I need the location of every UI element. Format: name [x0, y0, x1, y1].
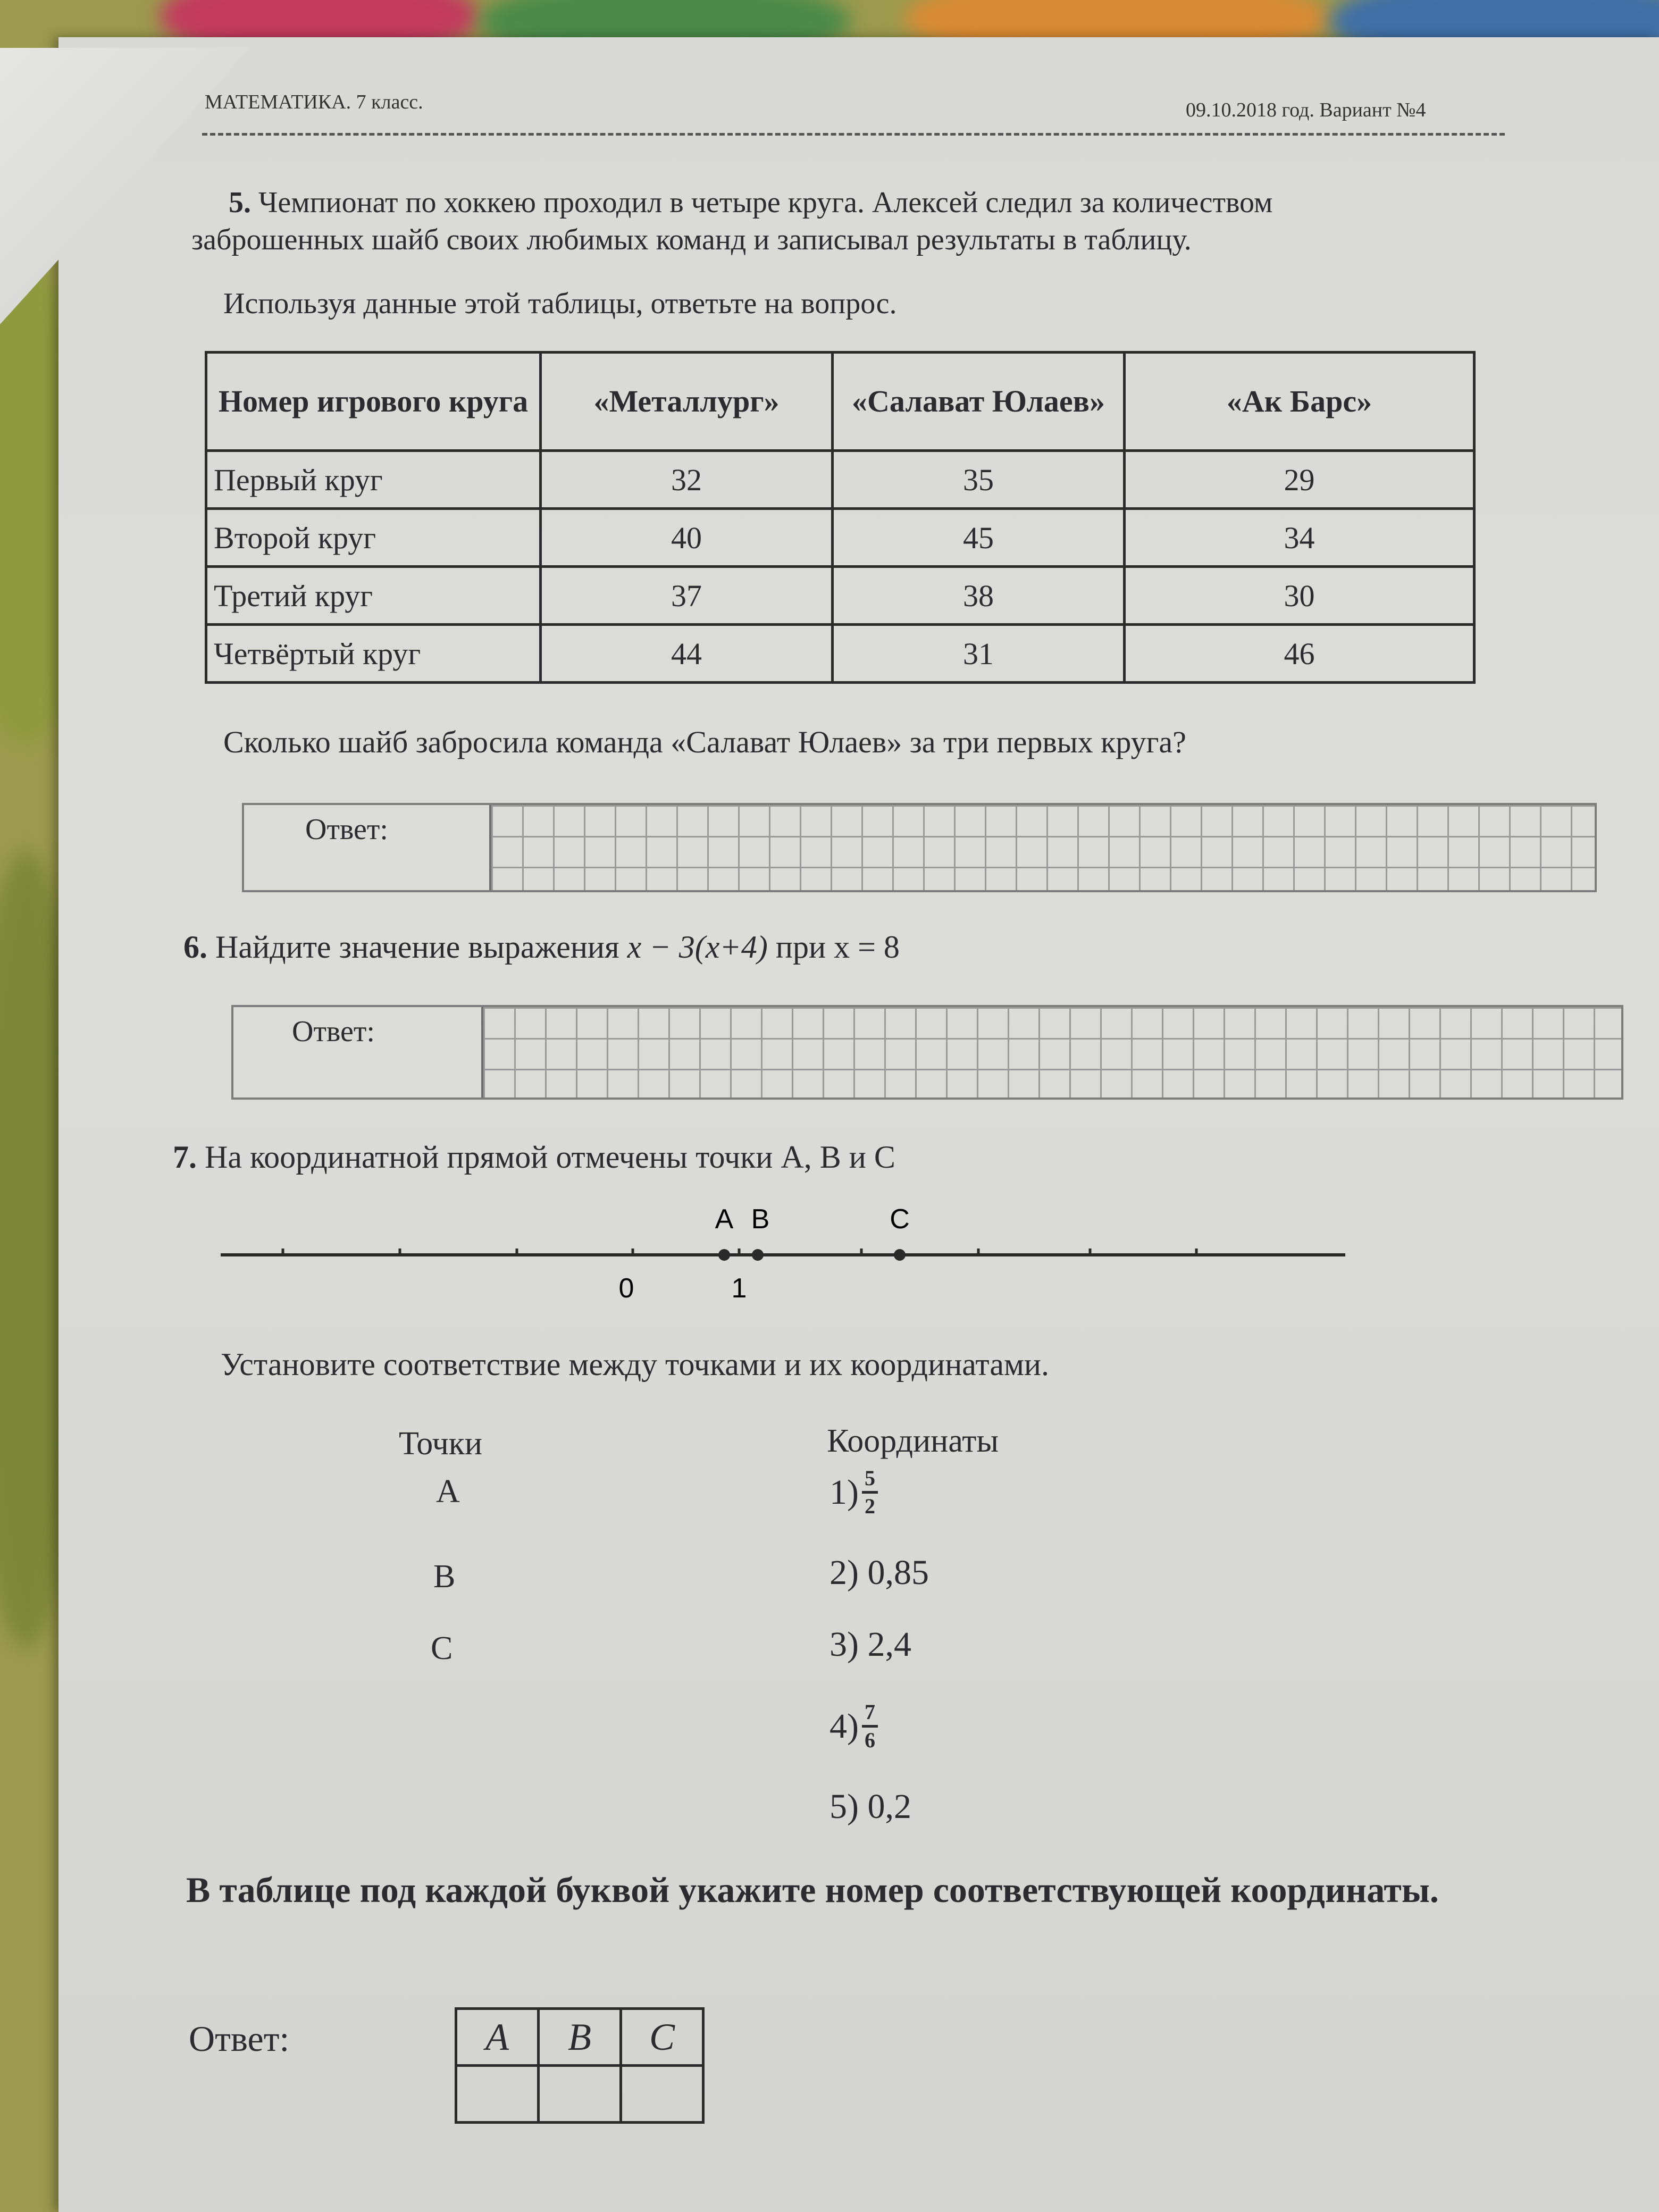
fraction-bar — [862, 1491, 878, 1494]
coord-number: 3) — [830, 1625, 859, 1664]
header-divider — [202, 133, 1505, 136]
tick-label-0: 0 — [618, 1273, 634, 1304]
table-cell: 45 — [833, 509, 1125, 567]
point-a: A — [436, 1473, 460, 1510]
hockey-results-table — [205, 351, 1476, 684]
table-cell: 38 — [833, 567, 1125, 625]
answer-table-header: A — [456, 2009, 539, 2066]
answer-table-input-row[interactable] — [456, 2066, 703, 2123]
coord-value: 2,4 — [867, 1625, 911, 1664]
answer-table-header: C — [621, 2009, 703, 2066]
answer-cell-b[interactable] — [539, 2066, 621, 2123]
coords-header: Координаты — [827, 1423, 999, 1459]
fraction-numerator: 5 — [864, 1466, 875, 1490]
fraction — [862, 1468, 878, 1517]
point-b-marker — [752, 1249, 764, 1261]
answer-grid[interactable] — [491, 805, 1595, 890]
fraction-denominator: 2 — [864, 1494, 875, 1518]
table-cell: Третий круг — [206, 567, 541, 625]
point-c: C — [431, 1630, 453, 1666]
coord-option-4 — [830, 1702, 878, 1751]
coord-value: 0,2 — [867, 1787, 911, 1826]
table-cell: 31 — [833, 625, 1125, 683]
table-header: «Ак Барс» — [1125, 353, 1474, 451]
table-row — [206, 625, 1474, 683]
point-a-marker — [718, 1249, 730, 1261]
task7-instruction: Установите соответствие между точками и их координатами. — [221, 1347, 1050, 1382]
task7-answer-table[interactable] — [455, 2007, 705, 2124]
points-header: Точки — [399, 1426, 483, 1462]
tick-label-1: 1 — [731, 1273, 747, 1304]
table-cell: 46 — [1125, 625, 1474, 683]
table-cell: Первый круг — [206, 451, 541, 509]
table-row — [206, 509, 1474, 567]
table-header: «Металлург» — [541, 353, 833, 451]
table-cell: Четвёртый круг — [206, 625, 541, 683]
task5-answer-box[interactable] — [242, 803, 1597, 892]
table-header: Номер игрового круга — [206, 353, 541, 451]
task6-text: Найдите значение выражения — [215, 929, 619, 965]
task7-line — [173, 1138, 895, 1176]
header-subject: МАТЕМАТИКА. 7 класс. — [205, 91, 423, 113]
table-cell: 40 — [541, 509, 833, 567]
table-cell: 37 — [541, 567, 833, 625]
task6-condition: при x = 8 — [775, 929, 900, 965]
answer-grid[interactable] — [483, 1007, 1621, 1097]
answer-table-header: B — [539, 2009, 621, 2066]
point-b: B — [433, 1559, 456, 1595]
table-row — [206, 451, 1474, 509]
task5-question: Сколько шайб забросила команда «Салават Юлаев» за три первых круга? — [223, 725, 1186, 759]
table-cell: Второй круг — [206, 509, 541, 567]
task5-text-1: Чемпионат по хоккею проходил в четыре круга. Алексей следил за количеством — [258, 186, 1273, 219]
fraction-denominator: 6 — [864, 1728, 875, 1752]
answer-table-header-row — [456, 2009, 703, 2066]
task6-line — [183, 928, 900, 966]
coord-number: 5) — [830, 1787, 859, 1826]
point-c-label: C — [890, 1204, 910, 1235]
coord-number: 2) — [830, 1553, 859, 1592]
coord-option-1 — [830, 1468, 878, 1517]
table-cell: 32 — [541, 451, 833, 509]
coord-option-5 — [830, 1787, 911, 1827]
table-cell: 34 — [1125, 509, 1474, 567]
task5-text-2: заброшенных шайб своих любимых команд и записывал результаты в таблицу. — [191, 223, 1192, 256]
task7-final-instruction: В таблице под каждой буквой укажите номер соответствующей координаты. — [186, 1870, 1439, 1910]
task5-line1 — [229, 183, 1272, 222]
coord-option-3 — [830, 1624, 911, 1665]
answer-label: Ответ: — [233, 1007, 483, 1097]
task6-answer-box[interactable] — [231, 1005, 1623, 1100]
fraction — [862, 1702, 878, 1751]
task6-expression: x − 3(x+4) — [627, 929, 768, 965]
number-line — [213, 1191, 1361, 1329]
answer-cell-a[interactable] — [456, 2066, 539, 2123]
task5-number: 5. — [229, 186, 251, 219]
answer-label: Ответ: — [244, 805, 491, 890]
table-cell: 35 — [833, 451, 1125, 509]
coord-number: 4) — [830, 1706, 859, 1746]
fraction-numerator: 7 — [864, 1700, 875, 1724]
table-header: «Салават Юлаев» — [833, 353, 1125, 451]
point-c-marker — [894, 1249, 906, 1261]
fraction-bar — [862, 1725, 878, 1728]
task7-answer-label: Ответ: — [189, 2018, 290, 2059]
answer-cell-c[interactable] — [621, 2066, 703, 2123]
point-a-label: A — [715, 1204, 734, 1235]
coord-option-2 — [830, 1553, 929, 1593]
task6-number: 6. — [183, 929, 207, 965]
point-b-label: B — [751, 1204, 770, 1235]
header-date-variant: 09.10.2018 год. Вариант №4 — [1186, 99, 1426, 121]
coord-number: 1) — [830, 1472, 859, 1512]
task5-instruction: Используя данные этой таблицы, ответьте на вопрос. — [223, 287, 897, 320]
table-cell: 44 — [541, 625, 833, 683]
table-header-row — [206, 353, 1474, 451]
table-cell: 29 — [1125, 451, 1474, 509]
task7-text: На координатной прямой отмечены точки A, B и C — [205, 1139, 895, 1175]
task7-number: 7. — [173, 1139, 197, 1175]
table-row — [206, 567, 1474, 625]
coord-value: 0,85 — [867, 1553, 929, 1592]
table-cell: 30 — [1125, 567, 1474, 625]
